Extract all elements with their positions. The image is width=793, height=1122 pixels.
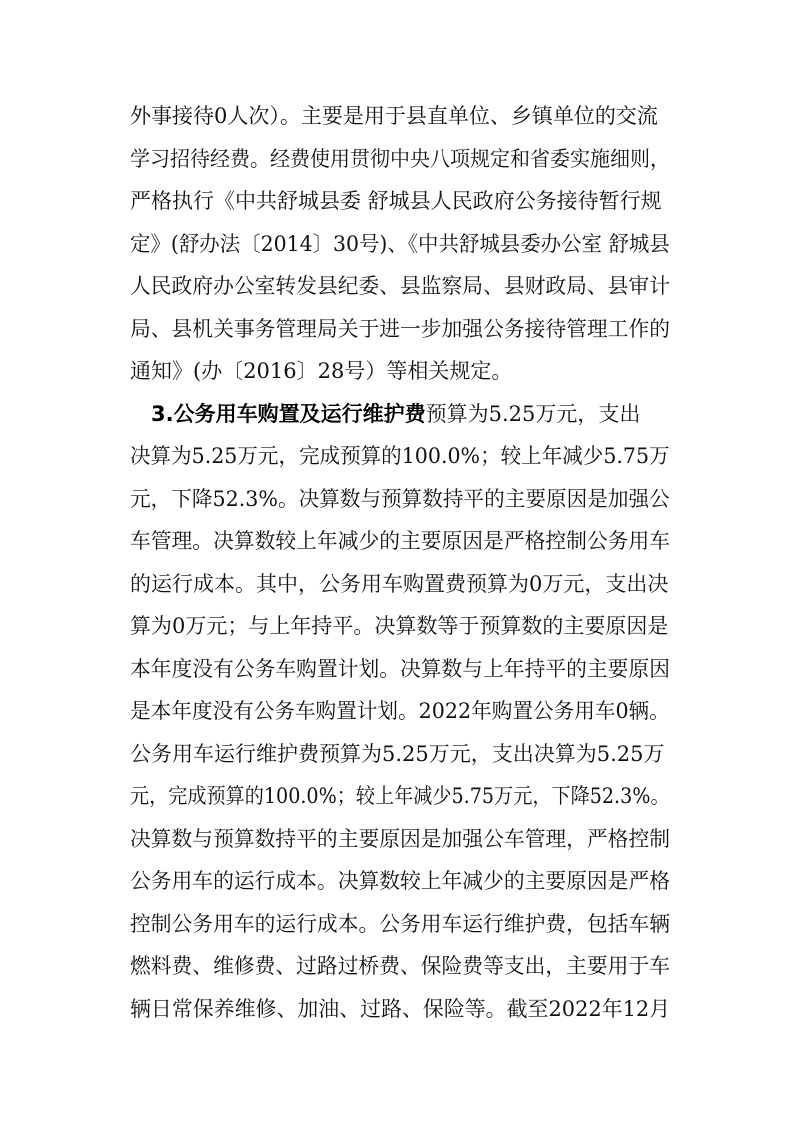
section-heading: 3.公务用车购置及运行维护费 [151, 402, 426, 426]
text-line-18 [130, 821, 670, 857]
text-line-10 [130, 481, 670, 517]
line-text: 车管理。决算数较上年减少的主要原因是严格控制公务用车 [130, 529, 670, 553]
text-line-15 [130, 693, 670, 729]
text-line-16 [130, 736, 670, 772]
line-text: 辆日常保养维修、加油、过路、保险等。截至2022年12月 [130, 997, 671, 1021]
line-text: 学习招待经费。经费使用贯彻中央八项规定和省委实施细则， [130, 147, 671, 171]
line-text: 本年度没有公务车购置计划。决算数与上年持平的主要原因 [130, 657, 670, 681]
line-text: 严格执行《中共舒城县委 舒城县人民政府公务接待暂行规 [130, 189, 662, 213]
text-line-11 [130, 523, 670, 559]
text-line-7 [130, 353, 670, 389]
line-text: 通知》(办〔2016〕28号）等相关规定。 [130, 359, 513, 383]
text-line-6 [130, 311, 670, 347]
line-text: 元，下降52.3%。决算数与预算数持平的主要原因是加强公 [130, 487, 670, 511]
text-line-19 [130, 863, 670, 899]
line-text: 外事接待0人次）。主要是用于县直单位、乡镇单位的交流 [130, 104, 658, 128]
line-text: 定》(舒办法〔2014〕30号)、《中共舒城县委办公室 舒城县 [130, 232, 670, 256]
line-text: 燃料费、维修费、过路过桥费、保险费等支出，主要用于车 [130, 954, 670, 978]
line-text: 预算为5.25万元，支出 [425, 402, 641, 426]
line-text: 是本年度没有公务车购置计划。2022年购置公务用车0辆。 [130, 699, 670, 723]
text-line-9 [130, 438, 670, 474]
line-text: 的运行成本。其中，公务用车购置费预算为0万元，支出决 [130, 572, 669, 596]
text-line-3 [130, 183, 670, 219]
text-line-22 [130, 991, 671, 1027]
line-text: 决算数与预算数持平的主要原因是加强公车管理，严格控制 [130, 827, 670, 851]
text-line-14 [130, 651, 670, 687]
line-text: 元，完成预算的100.0%；较上年减少5.75万元，下降52.3%。 [130, 784, 670, 808]
line-text: 公务用车运行维护费预算为5.25万元，支出决算为5.25万 [130, 742, 665, 766]
text-line-20 [130, 906, 670, 942]
text-line-5 [130, 268, 670, 304]
line-text: 决算为5.25万元，完成预算的100.0%；较上年减少5.75万 [130, 444, 670, 468]
line-text: 控制公务用车的运行成本。公务用车运行维护费，包括车辆 [130, 912, 670, 936]
line-text: 人民政府办公室转发县纪委、县监察局、县财政局、县审计 [130, 274, 670, 298]
line-text: 算为0万元；与上年持平。决算数等于预算数的主要原因是 [130, 614, 669, 638]
text-line-12 [130, 566, 670, 602]
text-line-2 [130, 141, 671, 177]
text-line-13 [130, 608, 670, 644]
text-line-8 [151, 396, 670, 432]
text-line-21 [130, 948, 670, 984]
text-line-1 [130, 98, 670, 134]
text-line-17 [130, 778, 670, 814]
text-line-4 [130, 226, 670, 262]
line-text: 局、县机关事务管理局关于进一步加强公务接待管理工作的 [130, 317, 670, 341]
line-text: 公务用车的运行成本。决算数较上年减少的主要原因是严格 [130, 869, 670, 893]
